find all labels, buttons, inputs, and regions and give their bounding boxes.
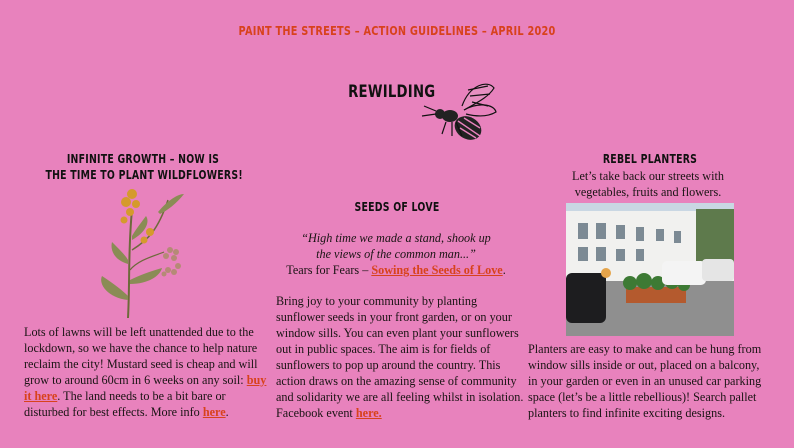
right-intro-text: Let’s take back our streets with vegetables, fruits and flowers.	[572, 169, 724, 199]
left-body-text	[24, 324, 269, 420]
wildflower-illustration-icon	[88, 180, 198, 320]
song-credit	[276, 262, 516, 278]
left-body-part2: . The land needs to be a bit bare or disturbed for best effects. More info	[24, 389, 226, 419]
right-body-text: Planters are easy to make and can be hung from window sills inside or out, placed on a balcony, in your garden or even in an unused car parking space (let’s be a little rebellious)! Search pallet planters to find infinite exciting designs.	[528, 342, 762, 420]
bee-illustration-icon	[418, 76, 498, 156]
credit-prefix: Tears for Fears –	[286, 263, 372, 277]
right-heading	[560, 151, 740, 167]
street-planter-photo-icon	[566, 203, 734, 336]
middle-body-text	[276, 293, 526, 421]
page-header: PAINT THE STREETS – ACTION GUIDELINES – APRIL 2020	[238, 23, 556, 38]
quote-line2: the views of the common man...”	[316, 247, 476, 261]
middle-body: Bring joy to your community by planting sunflower seeds in your front garden, or on your window sills. You can even plant your sunflowers out in public spaces. The aim is for fields of sunflowers to pop up around the country. This action draws on the amazing sense of community and solidarity we are all feeling whilst in isolation. Facebook event	[276, 294, 524, 420]
credit-suffix: .	[502, 263, 506, 277]
left-body-part1: Lots of lawns will be left unattended due to the lockdown, so we have the chance to help nature reclaim the city! Mustard seed is cheap and will grow to around 60cm in 6 weeks on any soil:	[24, 325, 258, 387]
middle-heading-text: SEEDS OF LOVE	[354, 200, 440, 214]
sowing-seeds-link[interactable]: Sowing the Seeds of Love	[371, 263, 503, 277]
buy-it-here-link[interactable]: buy it here	[24, 373, 267, 403]
left-body-part3: .	[225, 405, 229, 419]
left-heading-line1: INFINITE GROWTH – NOW IS	[66, 152, 220, 166]
song-quote	[296, 230, 496, 262]
quote-line1: “High time we made a stand, shook up	[301, 231, 491, 245]
facebook-event-link[interactable]: here.	[355, 406, 382, 420]
right-heading-text: REBEL PLANTERS	[602, 152, 698, 166]
more-info-link[interactable]: here	[202, 405, 226, 419]
left-heading-line2: THE TIME TO PLANT WILDFLOWERS!	[45, 168, 243, 182]
middle-heading	[300, 199, 494, 215]
left-heading	[18, 151, 268, 183]
section-title: REWILDING	[348, 82, 436, 102]
